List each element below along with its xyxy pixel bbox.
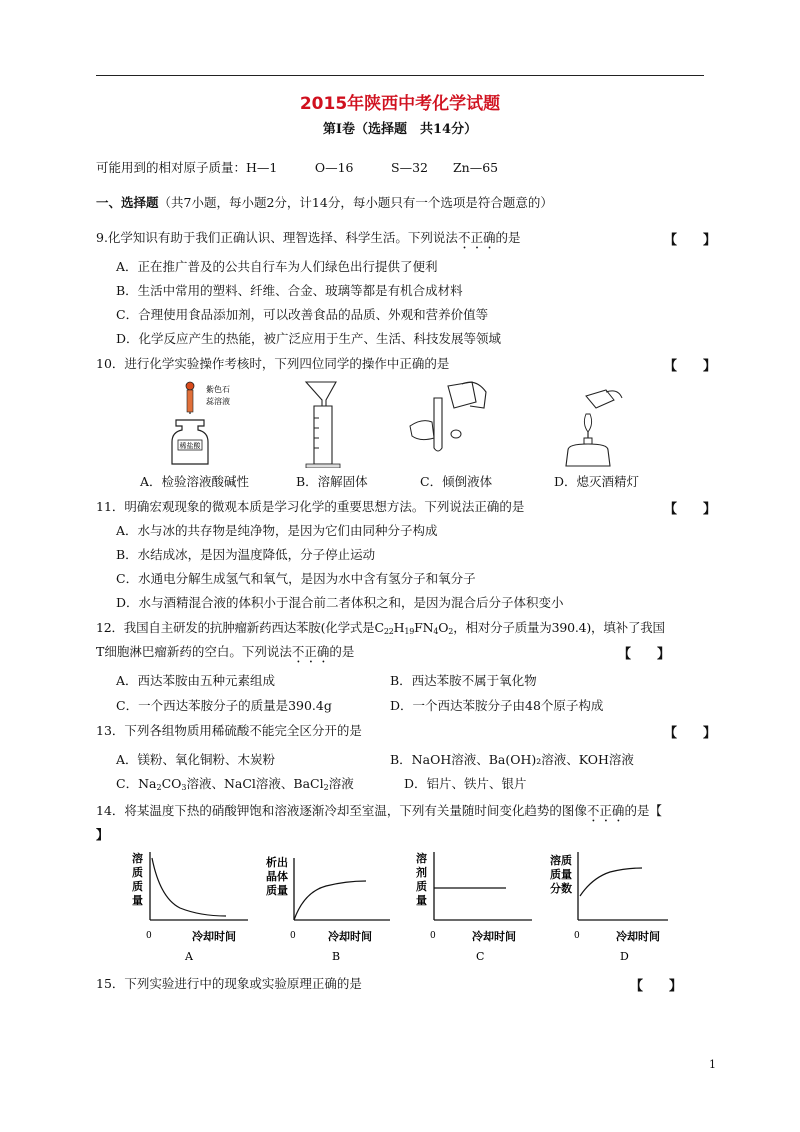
graph-a-ylabel-1: 溶 xyxy=(132,852,143,865)
page-title: 2015年陕西中考化学试题 xyxy=(299,94,501,114)
graph-a-ylabel-2: 质 xyxy=(132,866,143,879)
graph-b-ylabel-3: 质量 xyxy=(266,884,288,897)
q12-option-a: A．西达苯胺由五种元素组成 xyxy=(116,673,276,688)
q13-option-b: B．NaOH溶液、Ba(OH)₂溶液、KOH溶液 xyxy=(390,752,634,767)
q9-emphasis: 不正确 xyxy=(457,230,496,245)
q11-option-a: A．水与冰的共存物是纯净物，是因为它们由同种分子构成 xyxy=(116,523,438,538)
q14-bracket-close: 】 xyxy=(96,827,109,842)
q12-line2-text: T细胞淋巴瘤新药的空白。下列说法 xyxy=(96,644,292,659)
graph-d-xlabel: 冷却时间 xyxy=(616,930,660,943)
q12-answer-bracket[interactable]: 【 】 xyxy=(618,647,671,662)
graph-c-ylabel-1: 溶 xyxy=(416,852,427,865)
q13-c-part1: C．Na xyxy=(116,776,157,791)
formula-sub-4: 4 xyxy=(433,627,439,636)
header-rule xyxy=(96,75,704,76)
formula-h: H xyxy=(393,620,405,635)
litmus-label-1: 紫色石 xyxy=(206,385,230,394)
graph-a-ylabel-4: 量 xyxy=(132,894,143,907)
formula-sub-22: 22 xyxy=(383,627,394,636)
q14-stem xyxy=(96,803,662,825)
q10-stem: 10．进行化学实验操作考核时，下列四位同学的操作中正确的是 xyxy=(96,356,450,371)
q9-answer-bracket[interactable]: 【 】 xyxy=(664,233,717,248)
bottle-label: 稀盐酸 xyxy=(179,442,201,450)
q9-stem xyxy=(96,230,520,252)
q13-c-part2: CO xyxy=(161,776,182,791)
section-heading: 一、选择题 xyxy=(96,195,159,210)
q14-stem-end: 的是【 xyxy=(624,803,662,818)
section-heading-line xyxy=(96,195,553,211)
q13-option-c xyxy=(116,776,354,796)
graph-d-ylabel-2: 质量 xyxy=(550,868,572,881)
q10-option-a: A．检验溶液酸碱性 xyxy=(140,474,250,489)
formula-fn: FN xyxy=(414,620,434,635)
q14-emphasis: 不正确 xyxy=(586,803,625,818)
graph-b-xlabel: 冷却时间 xyxy=(328,930,372,943)
graph-b-ylabel-1: 析出 xyxy=(266,856,288,869)
graph-c-xlabel: 冷却时间 xyxy=(472,930,516,943)
graph-b-ylabel-2: 晶体 xyxy=(266,870,288,883)
q11-answer-bracket[interactable]: 【 】 xyxy=(664,502,717,517)
q9-option-b: B．生活中常用的塑料、纤维、合金、玻璃等都是有机合成材料 xyxy=(116,283,463,298)
graph-a-origin: 0 xyxy=(146,931,152,941)
graph-c-letter: C xyxy=(476,950,485,963)
q10-answer-bracket[interactable]: 【 】 xyxy=(664,359,717,374)
q13-c-sub2: 3 xyxy=(181,783,187,792)
graph-a-letter: A xyxy=(185,950,193,963)
pour-liquid-illustration xyxy=(404,378,494,468)
q10-option-b: B．溶解固体 xyxy=(296,474,368,489)
graph-a-xlabel: 冷却时间 xyxy=(192,930,236,943)
q10-option-c: C．倾倒液体 xyxy=(420,474,493,489)
q9-stem-end: 的是 xyxy=(495,230,521,245)
graph-b-letter: B xyxy=(332,950,341,963)
section-instruction: （共7小题，每小题2分，计14分，每小题只有一个选项是符合题意的） xyxy=(158,195,553,210)
formula-sub-2: 2 xyxy=(448,627,454,636)
q12-stem-end: ，相对分子质量为390.4)，填补了我国 xyxy=(453,620,665,635)
q11-option-c: C．水通电分解生成氢气和氧气，是因为水中含有氢分子和氧分子 xyxy=(116,571,476,586)
q12-option-d: D．一个西达苯胺分子由48个原子构成 xyxy=(390,698,604,713)
graph-d xyxy=(548,848,678,968)
graph-c-ylabel-2: 剂 xyxy=(416,866,427,879)
graph-c xyxy=(412,848,542,968)
q13-c-sub3: 2 xyxy=(323,783,329,792)
q12-stem xyxy=(96,620,665,640)
q12-option-c: C．一个西达苯胺分子的质量是390.4g xyxy=(116,698,332,713)
q13-c-part4: 溶液 xyxy=(328,776,354,791)
extinguish-lamp-illustration xyxy=(556,388,626,470)
litmus-test-illustration xyxy=(168,378,258,468)
q13-c-sub1: 2 xyxy=(156,783,162,792)
formula-sub-19: 19 xyxy=(404,627,415,636)
q13-option-d: D．铝片、铁片、银片 xyxy=(404,776,527,791)
q13-stem: 13．下列各组物质用稀硫酸不能完全区分开的是 xyxy=(96,723,362,738)
graph-d-origin: 0 xyxy=(574,931,580,941)
q15-answer-bracket[interactable]: 【 】 xyxy=(630,979,683,994)
q9-option-a: A．正在推广普及的公共自行车为人们绿色出行提供了便利 xyxy=(116,259,438,274)
graph-a xyxy=(130,848,260,968)
q10-option-d: D．熄灭酒精灯 xyxy=(554,474,640,489)
q11-option-b: B．水结成冰，是因为温度降低，分子停止运动 xyxy=(116,547,376,562)
q13-c-part3: 溶液、NaCl溶液、BaCl xyxy=(186,776,324,791)
graph-c-ylabel-3: 质 xyxy=(416,880,427,893)
q9-option-c: C．合理使用食品添加剂，可以改善食品的品质、外观和营养价值等 xyxy=(116,307,489,322)
q11-stem: 11．明确宏观现象的微观本质是学习化学的重要思想方法。下列说法正确的是 xyxy=(96,499,525,514)
q12-emphasis: 不正确 xyxy=(291,644,330,659)
q11-option-d: D．水与酒精混合液的体积小于混合前二者体积之和，是因为混合后分子体积变小 xyxy=(116,595,564,610)
q12-line2-end: 的是 xyxy=(329,644,355,659)
q13-option-a: A．镁粉、氧化铜粉、木炭粉 xyxy=(116,752,276,767)
litmus-label-2: 蕊溶液 xyxy=(206,397,230,406)
graph-d-letter: D xyxy=(620,950,629,963)
q13-answer-bracket[interactable]: 【 】 xyxy=(664,726,717,741)
q9-stem-text: 9.化学知识有助于我们正确认识、理智选择、科学生活。下列说法 xyxy=(96,230,458,245)
q14-stem-text: 14．将某温度下热的硝酸钾饱和溶液逐渐冷却至室温，下列有关量随时间变化趋势的图像 xyxy=(96,803,587,818)
graph-a-ylabel-3: 质 xyxy=(132,880,143,893)
atomic-masses: 可能用到的相对原子质量：H—1 O—16 S—32 Zn—65 xyxy=(96,160,499,175)
section-subtitle: 第Ⅰ卷（选择题 共14分） xyxy=(322,122,478,137)
graph-d-ylabel-1: 溶质 xyxy=(550,854,572,867)
q12-option-b: B．西达苯胺不属于氧化物 xyxy=(390,673,537,688)
page-number: 1 xyxy=(709,1058,716,1071)
graph-c-ylabel-4: 量 xyxy=(416,894,427,907)
q12-stem-line2 xyxy=(96,644,354,666)
graph-b-origin: 0 xyxy=(290,931,296,941)
formula-o: O xyxy=(438,620,449,635)
graph-d-ylabel-3: 分数 xyxy=(550,882,572,895)
q12-stem-text: 12．我国自主研发的抗肿瘤新药西达苯胺(化学式是C xyxy=(96,620,384,635)
graph-c-origin: 0 xyxy=(430,931,436,941)
q9-option-d: D．化学反应产生的热能，被广泛应用于生产、生活、科技发展等领域 xyxy=(116,331,502,346)
dissolve-solid-illustration xyxy=(296,378,356,468)
graph-b xyxy=(266,848,396,968)
q15-stem: 15．下列实验进行中的现象或实验原理正确的是 xyxy=(96,976,362,991)
